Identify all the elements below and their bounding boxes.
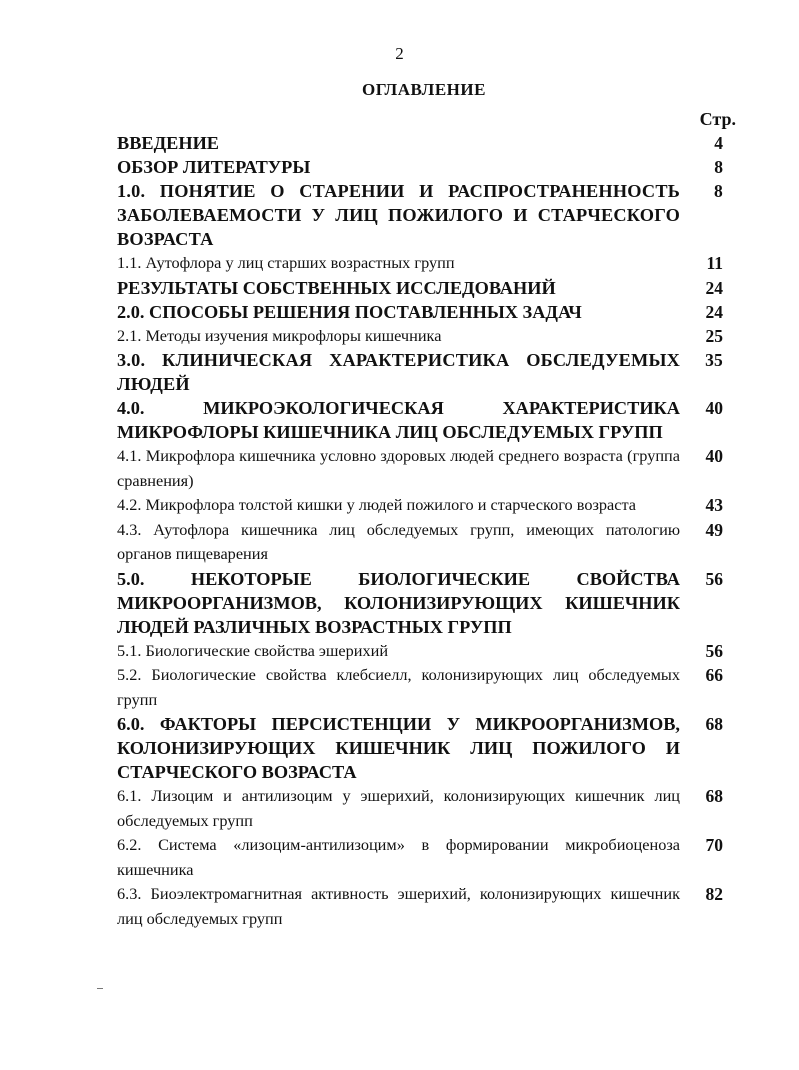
toc-entry-title: 6.2. Система «лизоцим-антилизоцим» в формировании микробиоценоза кишечника bbox=[117, 835, 680, 879]
toc-entry-title: 5.1. Биологические свойства эшерихий bbox=[117, 640, 389, 660]
toc-entry-title: 2.0. СПОСОБЫ РЕШЕНИЯ ПОСТАВЛЕННЫХ ЗАДАЧ bbox=[117, 301, 582, 322]
table-of-contents bbox=[117, 131, 723, 931]
toc-entry-title: 2.1. Методы изучения микрофлоры кишечника bbox=[117, 325, 442, 345]
toc-entry-page: 56 bbox=[705, 640, 723, 661]
toc-entry bbox=[117, 663, 723, 712]
toc-entry-page: 82 bbox=[705, 884, 723, 904]
toc-entry-title: 4.3. Аутофлора кишечника лиц обследуемых групп, имеющих патологию органов пищеварения bbox=[117, 519, 680, 563]
page-column-header: Стр. bbox=[699, 109, 736, 129]
toc-entry-page: 66 bbox=[705, 665, 723, 685]
toc-entry-page: 43 bbox=[705, 495, 723, 515]
toc-entry bbox=[117, 179, 723, 251]
toc-entry bbox=[117, 567, 723, 639]
toc-entry-page: 40 bbox=[705, 446, 723, 466]
toc-entry-title: 5.0. НЕКОТОРЫЕ БИОЛОГИЧЕСКИЕ СВОЙСТВА МИКРООРГАНИЗМОВ, КОЛОНИЗИРУЮЩИХ КИШЕЧНИК ЛЮДЕЙ РАЗЛИЧНЫХ ВОЗРАСТНЫХ ГРУПП bbox=[117, 568, 680, 637]
toc-entry-title: 1.0. ПОНЯТИЕ О СТАРЕНИИ И РАСПРОСТРАНЕННОСТЬ ЗАБОЛЕВАЕМОСТИ У ЛИЦ ПОЖИЛОГО И СТАРЧЕСКОГО ВОЗРАСТА bbox=[117, 181, 680, 249]
toc-entry-page: 49 bbox=[705, 519, 723, 540]
toc-entry-page: 35 bbox=[705, 350, 723, 370]
toc-entry-page: 8 bbox=[714, 157, 723, 177]
toc-entry-page: 68 bbox=[705, 714, 723, 734]
toc-entry bbox=[117, 131, 723, 155]
toc-entry-page: 8 bbox=[714, 181, 723, 201]
toc-entry-title: 3.0. КЛИНИЧЕСКАЯ ХАРАКТЕРИСТИКА ОБСЛЕДУЕМЫХ ЛЮДЕЙ bbox=[117, 350, 680, 394]
toc-entry-title: 4.2. Микрофлора толстой кишки у людей пожилого и старческого возраста bbox=[117, 495, 637, 514]
toc-entry bbox=[117, 324, 723, 349]
page-title: ОГЛАВЛЕНИЕ bbox=[362, 80, 486, 99]
toc-entry bbox=[117, 396, 723, 444]
toc-entry bbox=[117, 833, 723, 882]
toc-entry bbox=[117, 882, 723, 931]
toc-entry bbox=[117, 155, 723, 179]
toc-entry bbox=[117, 784, 723, 833]
toc-entry-page: 25 bbox=[705, 325, 723, 346]
toc-entry-title: 6.0. ФАКТОРЫ ПЕРСИСТЕНЦИИ У МИКРООРГАНИЗМОВ, КОЛОНИЗИРУЮЩИХ КИШЕЧНИК ЛИЦ ПОЖИЛОГО И СТАРЧЕСКОГО ВОЗРАСТА bbox=[117, 714, 680, 782]
toc-entry-page: 4 bbox=[714, 133, 723, 153]
toc-entry bbox=[117, 518, 723, 567]
toc-entry-page: 24 bbox=[705, 277, 723, 298]
toc-entry-title: 1.1. Аутофлора у лиц старших возрастных групп bbox=[117, 253, 455, 272]
toc-entry bbox=[117, 251, 723, 276]
toc-entry bbox=[117, 300, 723, 324]
scan-mark bbox=[97, 988, 103, 989]
toc-entry-page: 40 bbox=[705, 398, 723, 418]
toc-entry-title: 4.1. Микрофлора кишечника условно здоровых людей среднего возраста (группа сравнения) bbox=[117, 446, 680, 490]
toc-entry-page: 24 bbox=[705, 301, 723, 322]
toc-entry bbox=[117, 639, 723, 664]
toc-entry-page: 56 bbox=[705, 568, 723, 589]
toc-entry-title: 4.0. МИКРОЭКОЛОГИЧЕСКАЯ ХАРАКТЕРИСТИКА МИКРОФЛОРЫ КИШЕЧНИКА ЛИЦ ОБСЛЕДУЕМЫХ ГРУПП bbox=[117, 398, 680, 442]
toc-entry-page: 11 bbox=[706, 253, 723, 273]
toc-entry-page: 68 bbox=[705, 786, 723, 806]
toc-entry bbox=[117, 712, 723, 784]
toc-entry-title: 6.1. Лизоцим и антилизоцим у эшерихий, колонизирующих кишечник лиц обследуемых групп bbox=[117, 786, 680, 830]
toc-entry bbox=[117, 493, 723, 518]
toc-entry-title: 5.2. Биологические свойства клебсиелл, колонизирующих лиц обследуемых групп bbox=[117, 665, 680, 709]
toc-entry-title: ОБЗОР ЛИТЕРАТУРЫ bbox=[117, 157, 311, 177]
toc-entry-page: 70 bbox=[705, 835, 723, 855]
toc-entry-title: 6.3. Биоэлектромагнитная активность эшерихий, колонизирующих кишечник лиц обследуемых групп bbox=[117, 884, 680, 928]
toc-entry bbox=[117, 444, 723, 493]
page-number: 2 bbox=[395, 44, 404, 63]
toc-entry bbox=[117, 348, 723, 396]
toc-entry bbox=[117, 276, 723, 300]
toc-entry-title: ВВЕДЕНИЕ bbox=[117, 133, 219, 153]
toc-entry-title: РЕЗУЛЬТАТЫ СОБСТВЕННЫХ ИССЛЕДОВАНИЙ bbox=[117, 277, 556, 298]
